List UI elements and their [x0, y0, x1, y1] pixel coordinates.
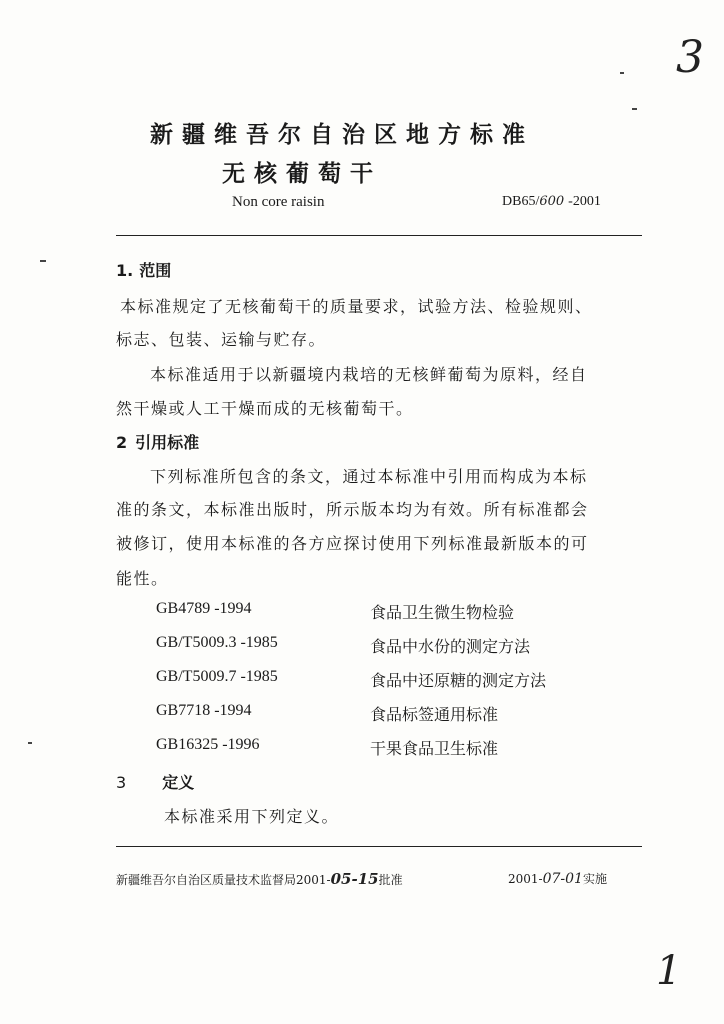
- section-title: 引用标准: [135, 433, 200, 452]
- scan-speck: [632, 108, 637, 110]
- paragraph-line: 本标准适用于以新疆境内栽培的无核鲜葡萄为原料，经自: [150, 365, 588, 384]
- reference-title: 干果食品卫生标准: [370, 739, 499, 758]
- section-number: 1: [116, 261, 128, 280]
- english-title: Non core raisin: [232, 194, 325, 210]
- paragraph-line: 本标准采用下列定义。: [164, 807, 340, 826]
- reference-code: GB/T5009.7 -1985: [156, 668, 278, 685]
- scan-speck: [28, 742, 32, 744]
- approval-line: [116, 870, 403, 888]
- doc-title: 无核葡萄干: [222, 161, 382, 187]
- page-number-handwritten: 1: [656, 948, 682, 994]
- paragraph-line: 然干燥或人工干燥而成的无核葡萄干。: [116, 399, 414, 418]
- paragraph-line: 准的条文，本标准出版时，所示版本均为有效。所有标准都会: [116, 500, 589, 519]
- scan-speck: [40, 260, 46, 262]
- approval-prefix: 新疆维吾尔自治区质量技术监督局2001-: [116, 873, 331, 887]
- reference-title: 食品中水份的测定方法: [370, 637, 531, 656]
- section-title: 范围: [139, 261, 172, 280]
- footer-rule: [116, 846, 642, 847]
- paragraph-line: 本标准规定了无核葡萄干的质量要求，试验方法、检验规则、: [120, 297, 593, 316]
- reference-title: 食品卫生微生物检验: [370, 603, 515, 622]
- implementation-prefix: 2001-: [508, 872, 543, 886]
- scan-speck: [620, 72, 624, 74]
- standard-code-handwritten: 600: [539, 194, 565, 209]
- reference-title: 食品中还原糖的测定方法: [370, 671, 547, 690]
- section-heading: [116, 770, 194, 793]
- standard-code-prefix: DB65/: [502, 194, 540, 209]
- reference-code: GB/T5009.3 -1985: [156, 634, 278, 651]
- section-heading: 1. 范围: [116, 261, 172, 280]
- reference-code: GB16325 -1996: [156, 736, 260, 753]
- reference-title: 食品标签通用标准: [370, 705, 499, 724]
- org-title: 新疆维吾尔自治区地方标准: [150, 122, 534, 148]
- reference-code: GB7718 -1994: [156, 702, 252, 719]
- paragraph-line: 被修订，使用本标准的各方应探讨使用下列标准最新版本的可: [116, 534, 589, 553]
- section-heading: [116, 430, 199, 453]
- reference-code: GB4789 -1994: [156, 600, 252, 617]
- section-number: 3: [116, 773, 127, 792]
- paragraph-line: 标志、包装、运输与贮存。: [116, 330, 327, 349]
- standard-code: [502, 194, 601, 210]
- header-rule: [116, 235, 642, 236]
- standard-code-suffix: -2001: [568, 194, 601, 209]
- implementation-date-handwritten: 07-01: [542, 871, 583, 887]
- approval-date-handwritten: 05-15: [330, 870, 379, 888]
- paragraph-line: 能性。: [116, 569, 169, 588]
- section-number: 2: [116, 433, 128, 452]
- approval-suffix: 批准: [378, 873, 403, 887]
- corner-handwritten-mark: 3: [676, 32, 704, 83]
- paragraph-line: 下列标准所包含的条文，通过本标准中引用而构成为本标: [150, 467, 588, 486]
- implementation-suffix: 实施: [582, 872, 607, 886]
- section-title: 定义: [162, 773, 195, 792]
- implementation-line: [508, 870, 607, 887]
